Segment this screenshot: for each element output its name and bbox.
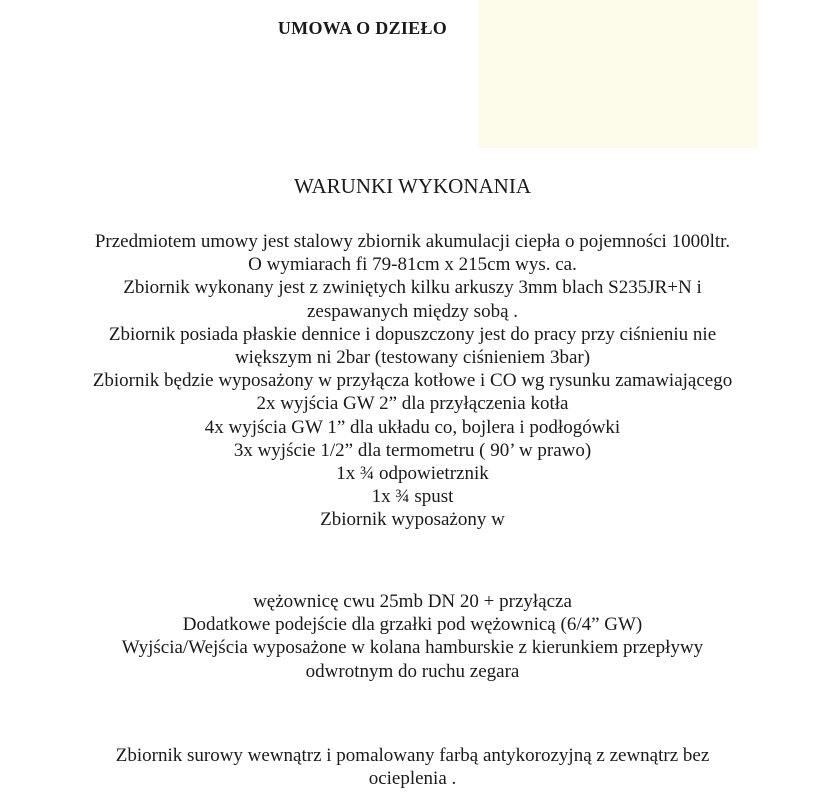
text-line: 4x wyjścia GW 1” dla układu co, bojlera i podłogówki [204,416,621,438]
text-line: Wyjścia/Wejścia wyposażone w kolana hamburskie z kierunkiem przepływy [121,637,704,659]
text-line: ocieplenia . [368,768,457,790]
text-line: Zbiornik posiada płaskie dennice i dopuszczony jest do pracy przy ciśnieniu nie [108,323,717,345]
text-line: wężownicę cwu 25mb DN 20 + przyłącza [253,591,572,612]
text-line: większym ni 2bar (testowany ciśnieniem 3bar) [234,347,591,369]
text-line: Zbiornik surowy wewnątrz i pomalowany farbą antykorozyjną z zewnątrz bez [115,745,710,766]
text-line: odwrotnym do ruchu zegara [305,660,520,682]
text-line: zespawanych między sobą . [306,300,519,322]
text-line: Zbiornik będzie wyposażony w przyłącza kotłowe i CO wg rysunku zamawiającego [92,370,733,392]
text-line: 1x ¾ spust [371,486,454,508]
equipment-paragraph [0,590,825,683]
text-line: 2x wyjścia GW 2” dla przyłączenia kotła [256,393,569,415]
text-line: 1x ¾ odpowietrznik [336,463,489,485]
text-line: Przedmiotem umowy jest stalowy zbiornik akumulacji ciepła o pojemności 1000ltr. [94,231,731,252]
section-title: WARUNKI WYKONANIA [294,174,531,198]
text-line: Zbiornik wyposażony w [320,509,505,531]
finish-paragraph [0,744,825,790]
text-line: Dodatkowe podejście dla grzałki pod wężownicą (6/4” GW) [182,614,643,636]
document-title: UMOWA O DZIEŁO [277,18,448,38]
text-line: 3x wyjście 1/2” dla termometru ( 90’ w prawo) [233,439,592,461]
text-line: O wymiarach fi 79-81cm x 215cm wys. ca. [248,254,577,276]
specification-paragraph [0,230,825,532]
text-line: Zbiornik wykonany jest z zwiniętych kilku arkuszy 3mm blach S235JR+N i [123,277,702,299]
